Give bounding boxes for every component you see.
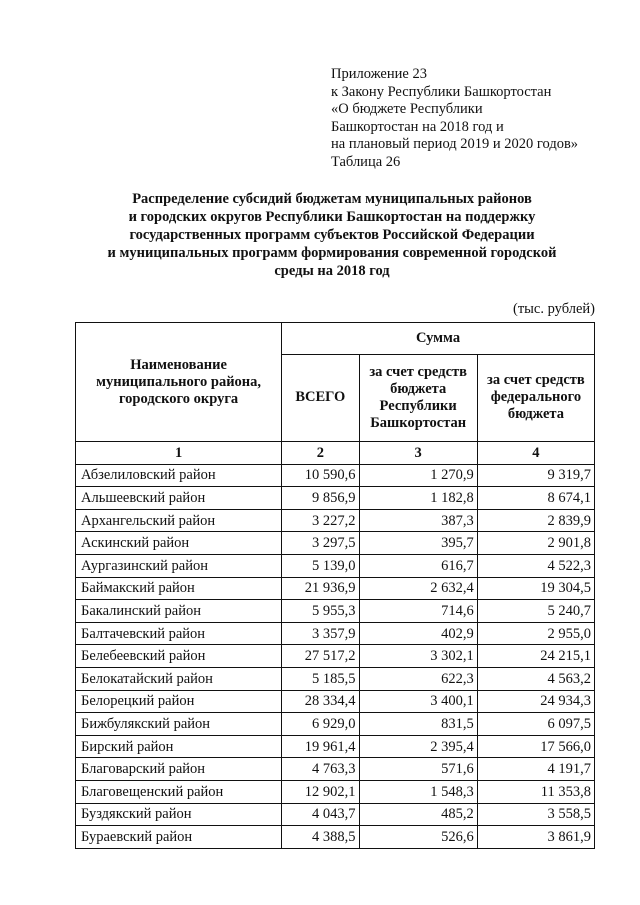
appendix-line: Башкортостан на 2018 год и <box>331 118 504 135</box>
republic-budget-cell: 387,3 <box>359 509 477 532</box>
table-row <box>76 758 595 781</box>
republic-budget-cell: 831,5 <box>359 713 477 736</box>
republic-budget-cell: 616,7 <box>359 554 477 577</box>
column-number: 1 <box>76 442 282 465</box>
header-republic-line: Республики <box>379 397 457 414</box>
header-federal-line: бюджета <box>507 406 564 423</box>
appendix-block <box>331 66 578 171</box>
district-name-cell: Белебеевский район <box>76 645 282 668</box>
federal-budget-cell: 3 861,9 <box>477 826 594 849</box>
table-row <box>76 645 595 668</box>
federal-budget-cell: 6 097,5 <box>477 713 594 736</box>
table-row <box>76 509 595 532</box>
district-name-cell: Аскинский район <box>76 532 282 555</box>
republic-budget-cell: 485,2 <box>359 803 477 826</box>
units-note: (тыс. рублей) <box>513 301 595 317</box>
federal-budget-cell: 17 566,0 <box>477 735 594 758</box>
total-cell: 4 043,7 <box>282 803 359 826</box>
table-row <box>76 487 595 510</box>
total-cell: 5 185,5 <box>282 667 359 690</box>
appendix-line: на плановый период 2019 и 2020 годов» <box>331 136 579 152</box>
republic-budget-cell: 395,7 <box>359 532 477 555</box>
header-federal-cell <box>477 354 594 441</box>
federal-budget-cell: 9 319,7 <box>477 464 594 487</box>
republic-budget-cell: 622,3 <box>359 667 477 690</box>
total-cell: 3 297,5 <box>282 532 359 555</box>
table-row <box>76 803 595 826</box>
column-number: 2 <box>282 442 359 465</box>
republic-budget-cell: 1 548,3 <box>359 780 477 803</box>
header-federal-line: федерального <box>490 389 582 406</box>
federal-budget-cell: 11 353,8 <box>477 780 594 803</box>
title-line: среды на 2018 год <box>274 263 390 279</box>
federal-budget-cell: 2 955,0 <box>477 622 594 645</box>
district-name-cell: Белокатайский район <box>76 667 282 690</box>
table-row <box>76 667 595 690</box>
federal-budget-cell: 19 304,5 <box>477 577 594 600</box>
republic-budget-cell: 2 632,4 <box>359 577 477 600</box>
document-title <box>60 190 604 280</box>
federal-budget-cell: 2 839,9 <box>477 509 594 532</box>
total-cell: 9 856,9 <box>282 487 359 510</box>
column-number: 4 <box>477 442 594 465</box>
district-name-cell: Архангельский район <box>76 509 282 532</box>
header-name-line: муниципального района, <box>96 373 262 390</box>
total-cell: 21 936,9 <box>282 577 359 600</box>
header-sum-cell: Сумма <box>282 323 595 355</box>
title-line: и муниципальных программ формирования современной городской <box>107 245 557 261</box>
header-republic-cell <box>359 354 477 441</box>
district-name-cell: Бакалинский район <box>76 600 282 623</box>
federal-budget-cell: 5 240,7 <box>477 600 594 623</box>
district-name-cell: Баймакский район <box>76 577 282 600</box>
appendix-line: «О бюджете Республики <box>331 101 483 117</box>
republic-budget-cell: 526,6 <box>359 826 477 849</box>
header-name-line: Наименование <box>130 356 227 373</box>
table-row <box>76 713 595 736</box>
total-cell: 28 334,4 <box>282 690 359 713</box>
federal-budget-cell: 4 522,3 <box>477 554 594 577</box>
district-name-cell: Буздякский район <box>76 803 282 826</box>
table-row <box>76 464 595 487</box>
table-row <box>76 622 595 645</box>
table-row <box>76 690 595 713</box>
table-number: Таблица 26 <box>331 153 401 170</box>
total-cell: 3 357,9 <box>282 622 359 645</box>
district-name-cell: Бижбулякский район <box>76 713 282 736</box>
republic-budget-cell: 714,6 <box>359 600 477 623</box>
federal-budget-cell: 24 215,1 <box>477 645 594 668</box>
republic-budget-cell: 402,9 <box>359 622 477 645</box>
total-cell: 6 929,0 <box>282 713 359 736</box>
total-cell: 12 902,1 <box>282 780 359 803</box>
table-row <box>76 780 595 803</box>
total-cell: 4 388,5 <box>282 826 359 849</box>
total-cell: 10 590,6 <box>282 464 359 487</box>
total-cell: 19 961,4 <box>282 735 359 758</box>
federal-budget-cell: 24 934,3 <box>477 690 594 713</box>
table-row <box>76 577 595 600</box>
header-federal-line: за счет средств <box>487 372 585 389</box>
table-row <box>76 600 595 623</box>
republic-budget-cell: 2 395,4 <box>359 735 477 758</box>
district-name-cell: Бураевский район <box>76 826 282 849</box>
federal-budget-cell: 8 674,1 <box>477 487 594 510</box>
header-republic-line: за счет средств <box>369 363 467 380</box>
header-republic-line: бюджета <box>390 380 447 397</box>
republic-budget-cell: 3 400,1 <box>359 690 477 713</box>
federal-budget-cell: 4 563,2 <box>477 667 594 690</box>
district-name-cell: Белорецкий район <box>76 690 282 713</box>
subsidy-table <box>75 322 595 849</box>
header-name-line: городского округа <box>118 390 239 407</box>
appendix-line: Приложение 23 <box>331 66 427 82</box>
total-cell: 4 763,3 <box>282 758 359 781</box>
title-line: и городских округов Республики Башкортостан на поддержку <box>128 209 536 225</box>
column-number: 3 <box>359 442 477 465</box>
federal-budget-cell: 2 901,8 <box>477 532 594 555</box>
total-cell: 3 227,2 <box>282 509 359 532</box>
table-row <box>76 735 595 758</box>
district-name-cell: Благовещенский район <box>76 780 282 803</box>
district-name-cell: Абзелиловский район <box>76 464 282 487</box>
federal-budget-cell: 3 558,5 <box>477 803 594 826</box>
header-row <box>76 323 595 355</box>
district-name-cell: Альшеевский район <box>76 487 282 510</box>
total-cell: 5 955,3 <box>282 600 359 623</box>
column-number-row <box>76 442 595 465</box>
title-line: государственных программ субъектов Российской Федерации <box>129 227 535 243</box>
header-total-cell: ВСЕГО <box>282 354 359 441</box>
header-republic-line: Башкортостан <box>370 414 467 431</box>
total-cell: 27 517,2 <box>282 645 359 668</box>
republic-budget-cell: 571,6 <box>359 758 477 781</box>
republic-budget-cell: 1 182,8 <box>359 487 477 510</box>
district-name-cell: Балтачевский район <box>76 622 282 645</box>
republic-budget-cell: 1 270,9 <box>359 464 477 487</box>
header-name-cell <box>76 323 282 442</box>
total-cell: 5 139,0 <box>282 554 359 577</box>
federal-budget-cell: 4 191,7 <box>477 758 594 781</box>
table-row <box>76 554 595 577</box>
republic-budget-cell: 3 302,1 <box>359 645 477 668</box>
appendix-line: к Закону Республики Башкортостан <box>331 83 552 100</box>
table-row <box>76 532 595 555</box>
district-name-cell: Благоварский район <box>76 758 282 781</box>
district-name-cell: Аургазинский район <box>76 554 282 577</box>
district-name-cell: Бирский район <box>76 735 282 758</box>
table-row <box>76 826 595 849</box>
title-line: Распределение субсидий бюджетам муниципальных районов <box>132 191 532 207</box>
